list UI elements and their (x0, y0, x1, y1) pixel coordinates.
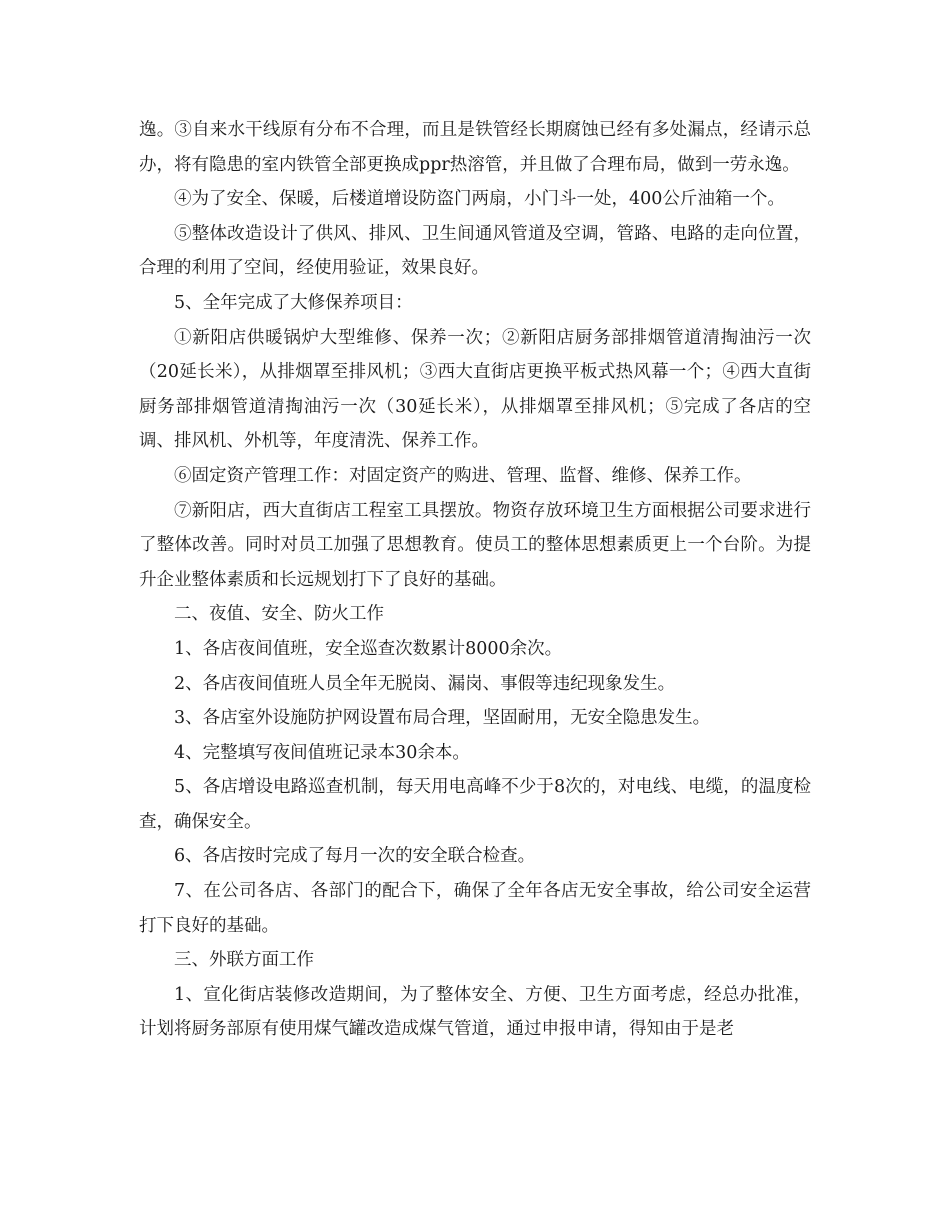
paragraph: 5、全年完成了大修保养项目： (174, 292, 413, 313)
paragraph: ⑦新阳店，西大直街店工程室工具摆放。物资存放环境卫生方面根据公司要求进行了整体改善。同时对员工加强了思想教育。使员工的整体思想素质更上一个台阶。为提升企业整体素质和长远规划打下了良好的基础。 (139, 500, 811, 590)
paragraph: ①新阳店供暖锅炉大型维修、保养一次；②新阳店厨务部排烟管道清掏油污一次（20延长米），从排烟罩至排风机；③西大直街店更换平板式热风幕一个；④西大直街厨务部排烟管道清掏油污一次（30延长米），从排烟罩至排风机；⑤完成了各店的空调、排风机、外机等，年度清洗、保养工作。 (139, 327, 811, 452)
paragraph: ⑥固定资产管理工作：对固定资产的购进、管理、监督、维修、保养工作。 (174, 465, 752, 486)
section-heading: 三、外联方面工作 (174, 950, 314, 971)
paragraph: 逸。③自来水干线原有分布不合理，而且是铁管经长期腐蚀已经有多处漏点，经请示总办，将有隐患的室内铁管全部更换成ppr热溶管，并且做了合理布局，做到一劳永逸。 (139, 120, 811, 175)
paragraph: 2、各店夜间值班人员全年无脱岗、漏岗、事假等违纪现象发生。 (174, 673, 676, 694)
paragraph: ⑤整体改造设计了供风、排风、卫生间通风管道及空调，管路、电路的走向位置，合理的利用了空间，经使用验证，效果良好。 (139, 223, 811, 279)
paragraph: 7、在公司各店、各部门的配合下，确保了全年各店无安全事故，给公司安全运营打下良好的基础。 (139, 881, 811, 936)
paragraph: ④为了安全、保暖，后楼道增设防盗门两扇，小门斗一处，400公斤油箱一个。 (174, 189, 785, 210)
paragraph: 1、宣化街店装修改造期间，为了整体安全、方便、卫生方面考虑，经总办批准，计划将厨务部原有使用煤气罐改造成煤气管道，通过申报申请，得知由于是老 (139, 984, 811, 1040)
paragraph: 6、各店按时完成了每月一次的安全联合检查。 (174, 846, 536, 867)
paragraph: 3、各店室外设施防护网设置布局合理，坚固耐用，无安全隐患发生。 (174, 708, 711, 729)
paragraph: 5、各店增设电路巡查机制，每天用电高峰不少于8次的，对电线、电缆，的温度检查，确保安全。 (139, 777, 811, 832)
paragraph: 4、完整填写夜间值班记录本30余本。 (174, 742, 470, 763)
section-heading: 二、夜值、安全、防火工作 (174, 604, 384, 625)
document-body (139, 113, 811, 1047)
paragraph: 1、各店夜间值班，安全巡查次数累计8000余次。 (174, 638, 563, 659)
